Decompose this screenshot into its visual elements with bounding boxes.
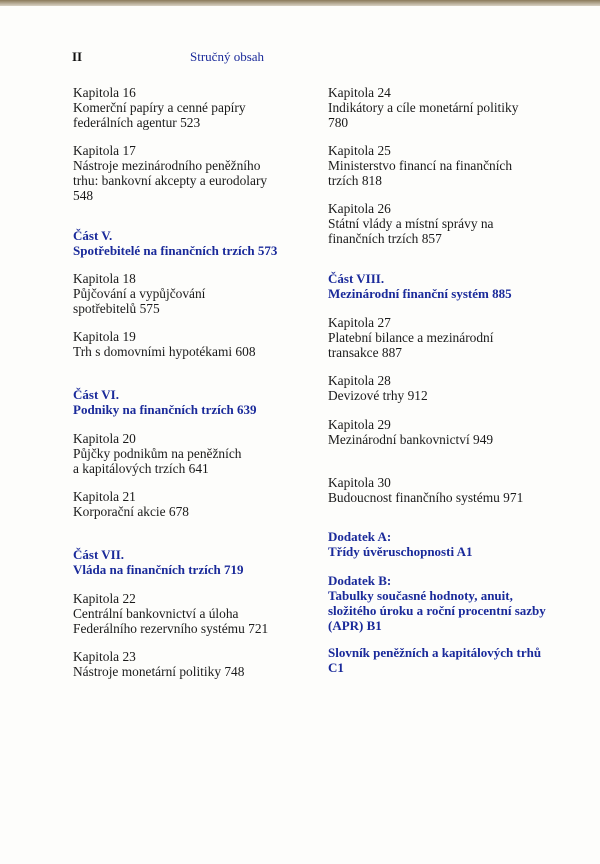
toc-part-entry bbox=[328, 271, 512, 301]
toc-part-entry bbox=[328, 573, 546, 633]
toc-line: trhu: bankovní akcepty a eurodolary bbox=[73, 173, 268, 188]
toc-line: a kapitálových trzích 641 bbox=[73, 461, 209, 476]
toc-line: Kapitola 29 bbox=[328, 417, 391, 432]
toc-line: finančních trzích 857 bbox=[328, 231, 442, 246]
toc-line: Trh s domovními hypotékami 608 bbox=[73, 344, 256, 359]
toc-line: Kapitola 25 bbox=[328, 143, 391, 158]
toc-line: Kapitola 18 bbox=[73, 271, 136, 286]
toc-line: trzích 818 bbox=[328, 173, 382, 188]
toc-line: Kapitola 27 bbox=[328, 315, 391, 330]
toc-line: Půjčování a vypůjčování bbox=[73, 286, 206, 301]
toc-line: Kapitola 26 bbox=[328, 201, 391, 216]
toc-line: Centrální bankovnictví a úloha bbox=[73, 606, 239, 621]
toc-line: C1 bbox=[328, 660, 344, 675]
toc-chapter-entry bbox=[73, 329, 256, 359]
toc-chapter-entry bbox=[328, 143, 512, 188]
toc-line: 780 bbox=[328, 115, 349, 130]
toc-line: Kapitola 21 bbox=[73, 489, 136, 504]
toc-line: Kapitola 22 bbox=[73, 591, 136, 606]
toc-chapter-entry bbox=[73, 271, 205, 316]
toc-chapter-entry bbox=[73, 649, 244, 679]
toc-line: Tabulky současné hodnoty, anuit, bbox=[328, 588, 513, 603]
toc-line: Spotřebitelé na finančních trzích 573 bbox=[73, 243, 278, 258]
page-folio: II bbox=[72, 49, 83, 64]
toc-part-entry bbox=[73, 228, 277, 258]
toc-line: složitého úroku a roční procentní sazby bbox=[328, 603, 546, 618]
toc-line: Státní vlády a místní správy na bbox=[328, 216, 494, 231]
toc-line: Půjčky podnikům na peněžních bbox=[73, 446, 242, 461]
toc-line: Korporační akcie 678 bbox=[73, 504, 190, 519]
toc-chapter-entry bbox=[328, 417, 493, 447]
toc-chapter-entry bbox=[73, 85, 246, 130]
toc-line: Mezinárodní bankovnictví 949 bbox=[328, 432, 494, 447]
toc-line: Podniky na finančních trzích 639 bbox=[73, 402, 257, 417]
toc-chapter-entry bbox=[328, 315, 493, 360]
toc-line: Kapitola 16 bbox=[73, 85, 136, 100]
toc-line: Kapitola 30 bbox=[328, 475, 391, 490]
toc-part-entry bbox=[73, 387, 256, 417]
toc-line: Ministerstvo financí na finančních bbox=[328, 158, 513, 173]
toc-line: Vláda na finančních trzích 719 bbox=[73, 562, 244, 577]
toc-line: Kapitola 28 bbox=[328, 373, 391, 388]
toc-line: Část VII. bbox=[73, 547, 125, 562]
toc-line: (APR) B1 bbox=[328, 618, 382, 633]
toc-chapter-entry bbox=[73, 591, 268, 636]
toc-line: Mezinárodní finanční systém 885 bbox=[328, 286, 512, 301]
toc-line: Nástroje mezinárodního peněžního bbox=[73, 158, 261, 173]
toc-line: Kapitola 24 bbox=[328, 85, 391, 100]
toc-line: Federálního rezervního systému 721 bbox=[73, 621, 269, 636]
toc-part-entry bbox=[328, 529, 472, 559]
toc-part-entry bbox=[73, 547, 243, 577]
toc-line: Devizové trhy 912 bbox=[328, 388, 428, 403]
toc-line: transakce 887 bbox=[328, 345, 402, 360]
toc-chapter-entry bbox=[328, 373, 428, 403]
toc-line: Část VI. bbox=[73, 387, 119, 402]
toc-line: Kapitola 23 bbox=[73, 649, 136, 664]
toc-line: Nástroje monetární politiky 748 bbox=[73, 664, 245, 679]
toc-line: Část V. bbox=[73, 228, 113, 243]
toc-chapter-entry bbox=[73, 431, 241, 476]
toc-line: Kapitola 20 bbox=[73, 431, 136, 446]
toc-chapter-entry bbox=[73, 489, 189, 519]
toc-chapter-entry bbox=[73, 143, 267, 203]
running-title: Stručný obsah bbox=[190, 49, 265, 64]
toc-line: federálních agentur 523 bbox=[73, 115, 201, 130]
toc-chapter-entry bbox=[328, 475, 523, 505]
toc-line: Část VIII. bbox=[328, 271, 385, 286]
toc-line: 548 bbox=[73, 188, 94, 203]
toc-part-entry bbox=[328, 645, 541, 675]
scan-edge bbox=[0, 0, 600, 6]
toc-line: Komerční papíry a cenné papíry bbox=[73, 100, 246, 115]
toc-line: Kapitola 17 bbox=[73, 143, 136, 158]
toc-line: Třídy úvěruschopnosti A1 bbox=[328, 544, 473, 559]
toc-line: Dodatek A: bbox=[328, 529, 392, 544]
toc-chapter-entry bbox=[328, 201, 494, 246]
toc-line: spotřebitelů 575 bbox=[73, 301, 160, 316]
toc-line: Dodatek B: bbox=[328, 573, 392, 588]
toc-chapter-entry bbox=[328, 85, 518, 130]
toc-line: Kapitola 19 bbox=[73, 329, 136, 344]
toc-line: Indikátory a cíle monetární politiky bbox=[328, 100, 519, 115]
toc-line: Slovník peněžních a kapitálových trhů bbox=[328, 645, 542, 660]
toc-line: Budoucnost finančního systému 971 bbox=[328, 490, 524, 505]
toc-line: Platební bilance a mezinárodní bbox=[328, 330, 494, 345]
